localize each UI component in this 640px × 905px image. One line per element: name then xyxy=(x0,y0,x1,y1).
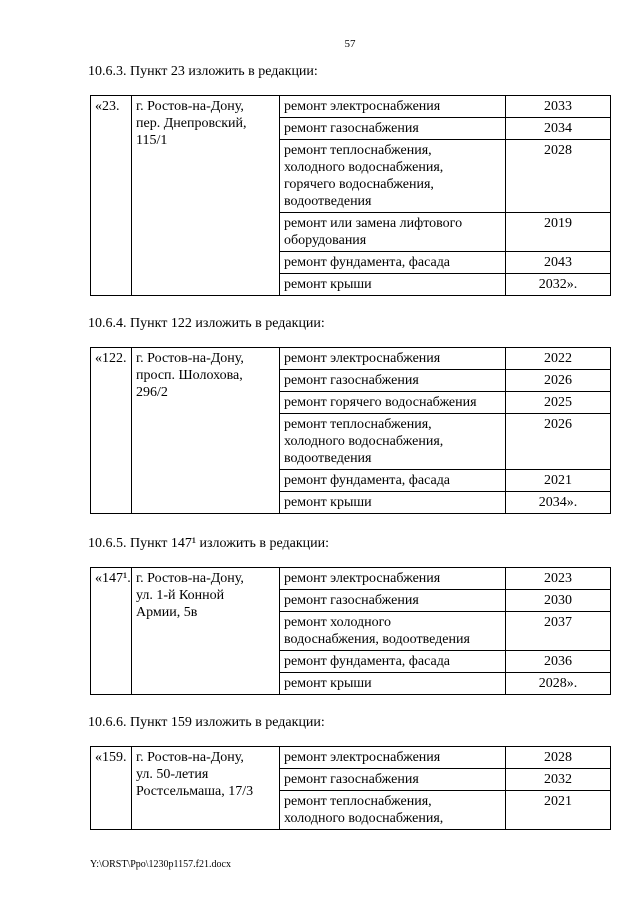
work-type-cell: ремонт электроснабжения xyxy=(280,96,506,118)
year-cell: 2036 xyxy=(506,651,611,673)
item-number: «23. xyxy=(91,96,132,296)
item-number: «159. xyxy=(91,747,132,830)
address-cell: г. Ростов-на-Дону, ул. 50-летия Ростсельмаша, 17/3 xyxy=(132,747,280,830)
amendment-section xyxy=(90,714,610,830)
year-cell: 2026 xyxy=(506,414,611,470)
amendment-section xyxy=(90,315,610,514)
year-cell: 2021 xyxy=(506,470,611,492)
file-path-footer: Y:\ORST\Ppo\1230p1157.f21.docx xyxy=(90,859,231,870)
work-type-cell: ремонт горячего водоснабжения xyxy=(280,392,506,414)
address-cell: г. Ростов-на-Дону, просп. Шолохова, 296/2 xyxy=(132,348,280,514)
work-type-cell: ремонт газоснабжения xyxy=(280,590,506,612)
year-cell: 2032 xyxy=(506,769,611,791)
year-cell: 2028 xyxy=(506,747,611,769)
year-cell: 2025 xyxy=(506,392,611,414)
year-cell: 2021 xyxy=(506,791,611,830)
page-number: 57 xyxy=(344,38,356,50)
work-type-cell: ремонт крыши xyxy=(280,673,506,695)
year-cell: 2028 xyxy=(506,140,611,213)
table-row xyxy=(91,747,611,769)
repair-schedule-table xyxy=(90,347,611,514)
year-cell: 2032». xyxy=(506,274,611,296)
amendment-section xyxy=(90,535,610,695)
section-heading: 10.6.5. Пункт 147¹ изложить в редакции: xyxy=(88,536,330,551)
repair-schedule-table xyxy=(90,567,611,695)
item-number: «122. xyxy=(91,348,132,514)
item-number: «147¹. xyxy=(91,568,132,695)
year-cell: 2030 xyxy=(506,590,611,612)
work-type-cell: ремонт фундамента, фасада xyxy=(280,252,506,274)
section-heading: 10.6.3. Пункт 23 изложить в редакции: xyxy=(88,64,318,79)
work-type-cell: ремонт газоснабжения xyxy=(280,370,506,392)
year-cell: 2028». xyxy=(506,673,611,695)
work-type-cell: ремонт электроснабжения xyxy=(280,747,506,769)
work-type-cell: ремонт электроснабжения xyxy=(280,568,506,590)
work-type-cell: ремонт газоснабжения xyxy=(280,118,506,140)
year-cell: 2037 xyxy=(506,612,611,651)
year-cell: 2033 xyxy=(506,96,611,118)
address-cell: г. Ростов-на-Дону, ул. 1-й Конной Армии, 5в xyxy=(132,568,280,695)
work-type-cell: ремонт крыши xyxy=(280,492,506,514)
year-cell: 2026 xyxy=(506,370,611,392)
work-type-cell: ремонт теплоснабжения, холодного водоснабжения, водоотведения xyxy=(280,414,506,470)
work-type-cell: ремонт газоснабжения xyxy=(280,769,506,791)
work-type-cell: ремонт теплоснабжения, холодного водоснабжения, горячего водоснабжения, водоотведения xyxy=(280,140,506,213)
work-type-cell: ремонт холодного водоснабжения, водоотведения xyxy=(280,612,506,651)
amendment-section xyxy=(90,63,610,296)
work-type-cell: ремонт электроснабжения xyxy=(280,348,506,370)
work-type-cell: ремонт фундамента, фасада xyxy=(280,651,506,673)
year-cell: 2043 xyxy=(506,252,611,274)
year-cell: 2022 xyxy=(506,348,611,370)
repair-schedule-table xyxy=(90,746,611,830)
year-cell: 2019 xyxy=(506,213,611,252)
section-heading: 10.6.4. Пункт 122 изложить в редакции: xyxy=(88,316,325,331)
repair-schedule-table xyxy=(90,95,611,296)
work-type-cell: ремонт теплоснабжения, холодного водоснабжения, xyxy=(280,791,506,830)
section-heading: 10.6.6. Пункт 159 изложить в редакции: xyxy=(88,715,325,730)
table-row xyxy=(91,348,611,370)
table-row xyxy=(91,568,611,590)
year-cell: 2034 xyxy=(506,118,611,140)
table-row xyxy=(91,96,611,118)
year-cell: 2034». xyxy=(506,492,611,514)
year-cell: 2023 xyxy=(506,568,611,590)
work-type-cell: ремонт фундамента, фасада xyxy=(280,470,506,492)
work-type-cell: ремонт или замена лифтового оборудования xyxy=(280,213,506,252)
work-type-cell: ремонт крыши xyxy=(280,274,506,296)
address-cell: г. Ростов-на-Дону, пер. Днепровский, 115/1 xyxy=(132,96,280,296)
